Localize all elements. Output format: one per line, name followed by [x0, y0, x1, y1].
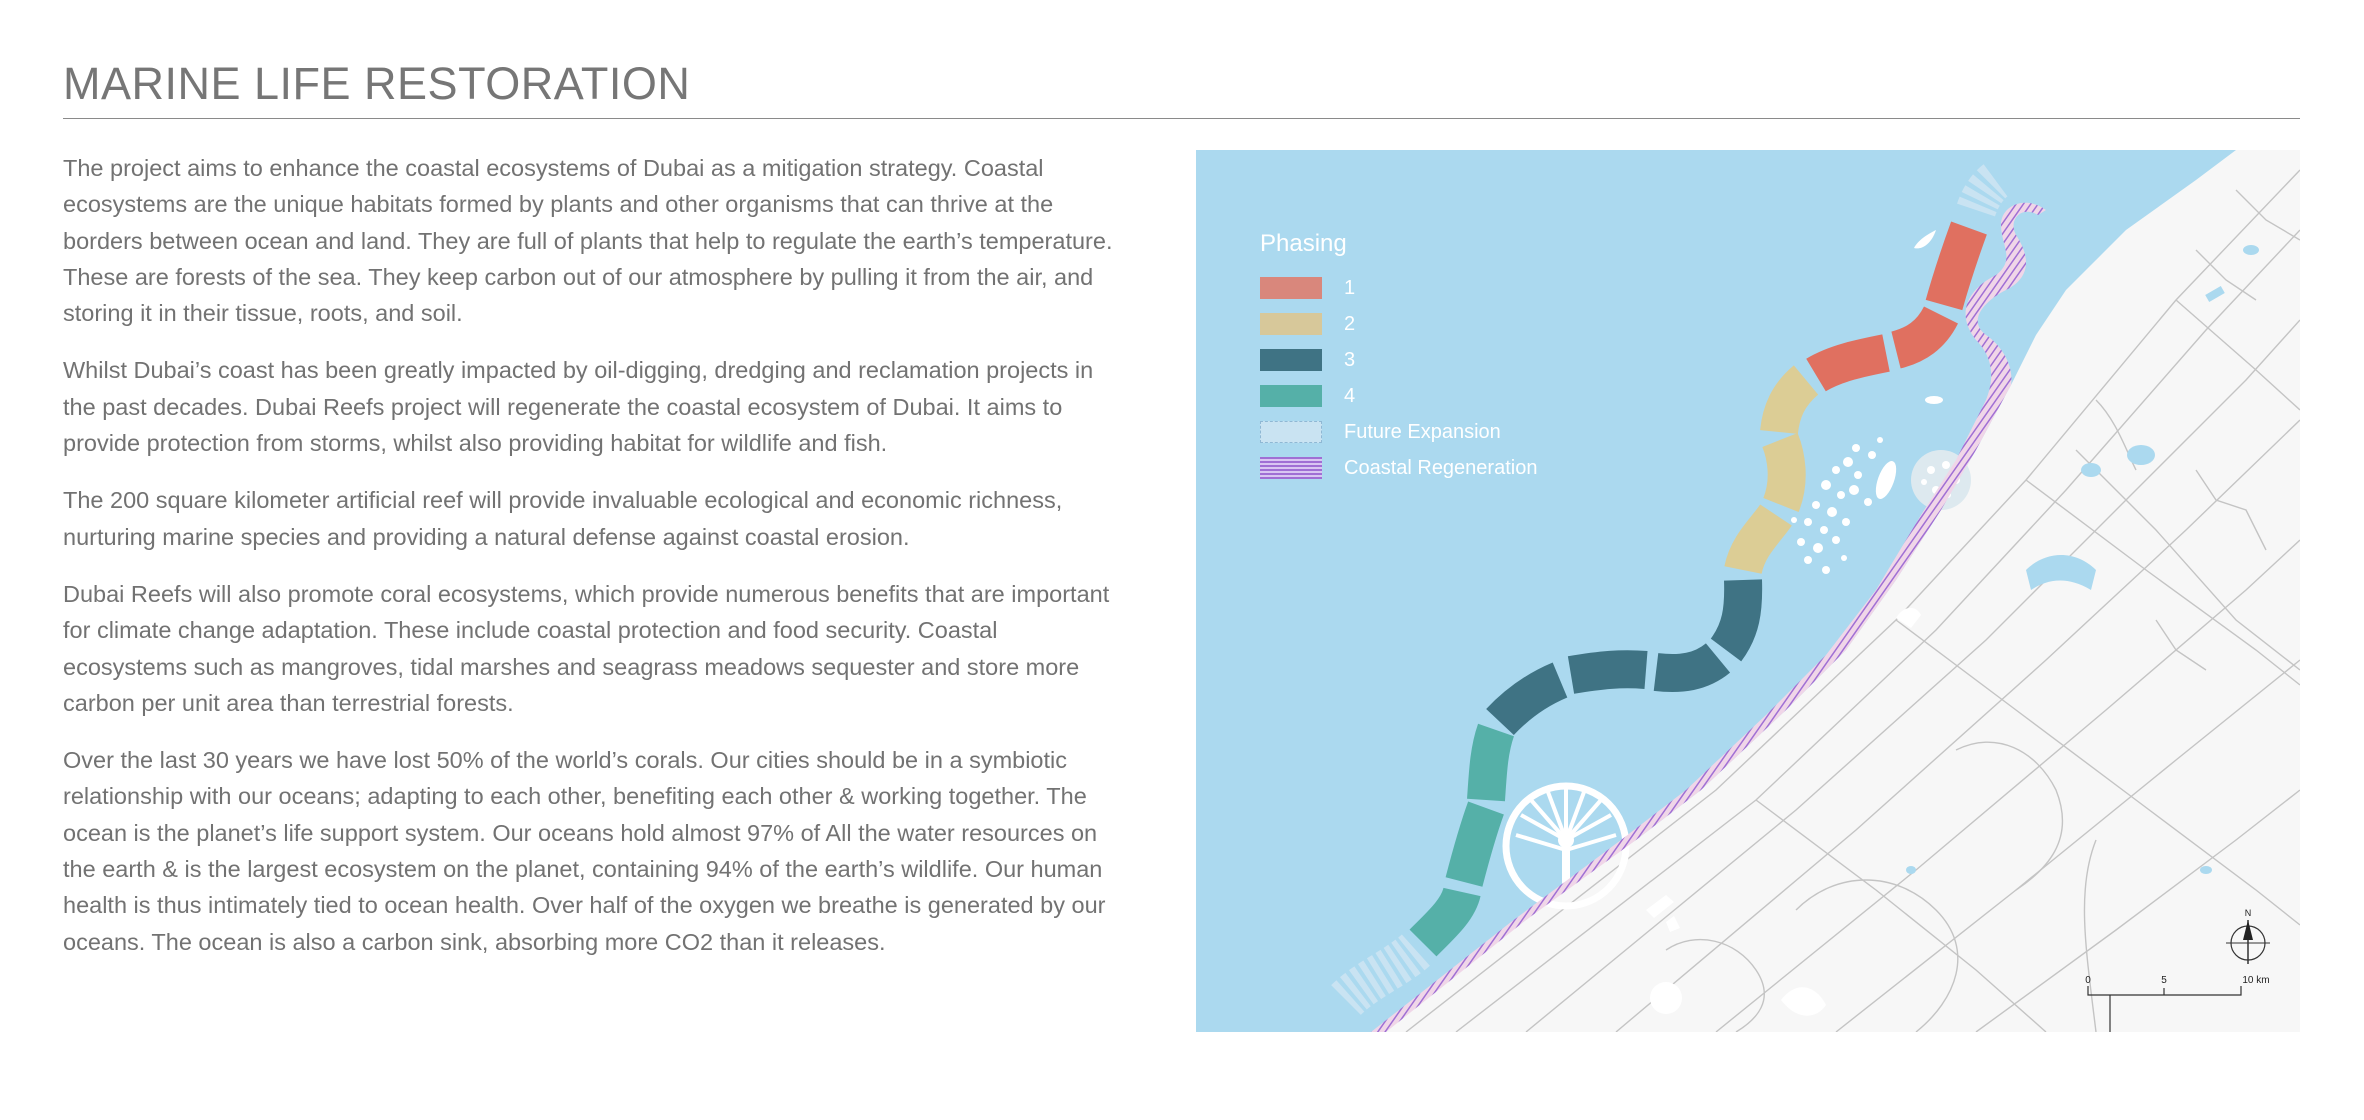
- legend-item-phase-4: [1260, 378, 1537, 414]
- paragraph-intro: The project aims to enhance the coastal ecosystems of Dubai as a mitigation strategy. Coastal ecosystems are the unique habitats formed by plants and other organisms that can thrive at the borders between ocean and land. They are full of plants that help to regulate the earth’s temperature. These are forests of the sea. They keep carbon out of our atmosphere by pulling it from the air, and storing it in their tissue, roots, and soil.: [63, 155, 1113, 327]
- legend-swatch-coastal-regeneration: [1260, 457, 1322, 479]
- legend-item-coastal-regeneration: [1260, 450, 1537, 486]
- scale-tick-10km: 10 km: [2242, 975, 2270, 986]
- legend-swatch-phase-2: [1260, 313, 1322, 335]
- legend-label: 3: [1344, 348, 1356, 371]
- legend-swatch-phase-1: [1260, 277, 1322, 299]
- legend-item-phase-2: [1260, 306, 1537, 342]
- paragraph-coral: Dubai Reefs will also promote coral ecosystems, which provide numerous benefits that are important for climate change adaptation. These include coastal protection and food security. Coastal ecosystems such as mangroves, tidal marshes and seagrass meadows sequester and store more carbon per unit area than terrestrial forests.: [63, 580, 1110, 716]
- legend-label: 1: [1344, 276, 1356, 299]
- legend-label: Coastal Regeneration: [1344, 456, 1538, 479]
- legend-item-future-expansion: [1260, 414, 1537, 450]
- phasing-map: [1196, 150, 2300, 1032]
- phasing-legend: [1260, 230, 1537, 486]
- paragraph-ocean: Over the last 30 years we have lost 50% of the world’s corals. Our cities should be in a symbiotic relationship with our oceans; adapting to each other, benefiting each other & working together. The ocean is the planet’s life support system. Our oceans hold almost 97% of All the water resources on the earth & is the largest ecosystem on the planet, containing 94% of the earth’s wildlife. Our human health is thus intimately tied to ocean health. Over half of the oxygen we breathe is generated by our oceans. The ocean is also a carbon sink, absorbing more CO2 than it releases.: [63, 747, 1106, 955]
- legend-label: 2: [1344, 312, 1356, 335]
- legend-title: Phasing: [1260, 230, 1347, 257]
- paragraph-impact: Whilst Dubai’s coast has been greatly impacted by oil-digging, dredging and reclamation projects in the past decades. Dubai Reefs project will regenerate the coastal ecosystem of Dubai. It aims to provide protection from storms, whilst also providing habitat for wildlife and fish.: [63, 357, 1094, 457]
- body-text: [63, 150, 1123, 981]
- paragraph-reef-size: The 200 square kilometer artificial reef will provide invaluable ecological and economic richness, nurturing marine species and providing a natural defense against coastal erosion.: [63, 487, 1063, 550]
- legend-label: Future Expansion: [1344, 420, 1501, 443]
- legend-swatch-phase-4: [1260, 385, 1322, 407]
- legend-item-phase-1: [1260, 270, 1537, 306]
- legend-swatch-phase-3: [1260, 349, 1322, 371]
- legend-label: 4: [1344, 384, 1356, 407]
- scale-tick-0: 0: [2085, 975, 2091, 986]
- legend-item-phase-3: [1260, 342, 1537, 378]
- legend-swatch-future-expansion: [1260, 421, 1322, 443]
- north-label: N: [2244, 908, 2252, 918]
- page-title: MARINE LIFE RESTORATION: [63, 58, 691, 109]
- scale-tick-5: 5: [2161, 975, 2167, 986]
- title-divider: [63, 118, 2300, 119]
